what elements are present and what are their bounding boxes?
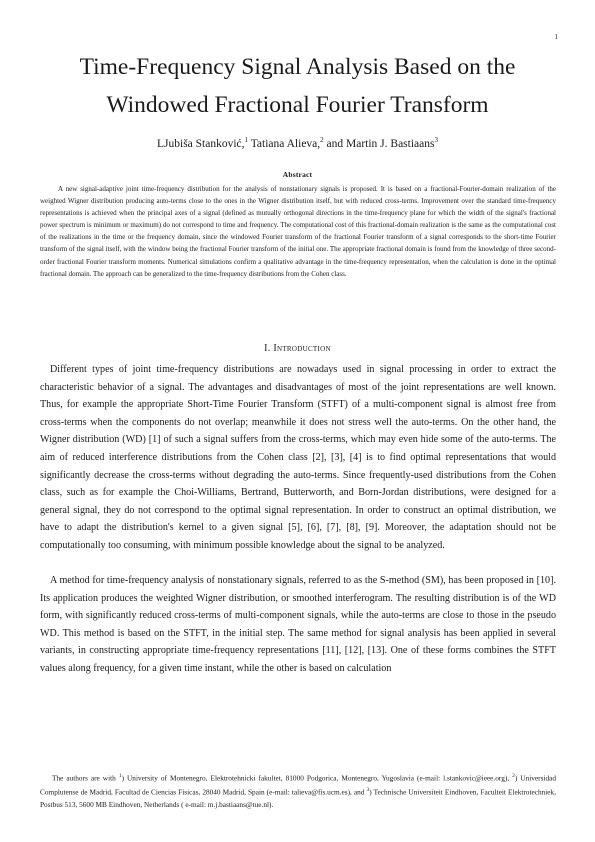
abstract-text: A new signal-adaptive joint time-frequency distribution for the analysis of nonstationary signals is proposed. It is based on a fractional-Fourier-domain realization of the weighted Wigner distribution producing auto-terms close to the ones in the Wigner distribution itself, but with reduced cross-terms. Improvement over the standard time-frequency representations is achieved when the principal axes of a signal (defined as mutually orthogonal directions in the time-frequency plane for which the width of the signal's fractional power spectrum is minimum or maximum) do not correspond to time and frequency. The computational cost of this fractional-domain realization is the same as the computational cost of the realizations in the time or the frequency domain, since the windowed Fourier transform of the fractional Fourier transform of a signal corresponds to the short-time Fourier transform of the signal itself, with the window being the fractional Fourier transform of the initial one. The appropriate fractional domain is found from the knowledge of three second-order fractional Fourier transform moments. Numerical simulations confirm a qualitative advantage in the time-frequency representation, when the calculation is done in the optimal fractional domain. The approach can be generalized to the time-frequency distributions from the Cohen class. xyxy=(40,185,556,278)
author-list xyxy=(40,133,555,152)
paper-title xyxy=(40,48,555,124)
author-3-affiliation-mark: 3 xyxy=(434,136,438,144)
author-3: and Martin J. Bastiaans xyxy=(326,137,435,150)
author-affiliation-footnote xyxy=(40,770,556,811)
footnote-mark-2: 2 xyxy=(512,773,515,779)
page-number: 1 xyxy=(554,33,558,41)
body-paragraph: A method for time-frequency analysis of nonstationary signals, referred to as the S-method (SM), has been proposed in [10]. Its application produces the weighted Wigner distribution, or smoothed interferogram. The resulting distribution is of the WD form, with significantly reduced cross-terms of multi-component signals, while the auto-terms are close to those in the pseudo WD. This method is based on the STFT, in the initial step. The same method for signal analysis has been applied in several variants, in constructing appropriate time-frequency representations [11], [12], [13]. One of these forms combines the STFT values along frequency, for a given time instant, while the other is based on calculation xyxy=(40,575,556,674)
author-2: Tatiana Alieva, xyxy=(250,137,321,150)
author-1-affiliation-mark: 1 xyxy=(244,136,249,144)
footnote-intro: The authors are with xyxy=(52,773,116,783)
footnote-affiliation-1: ) University of Montenegro, Elektrotehnicki fakultet, 81000 Podgorica, Montenegro, Yugoslavia (e-mail: l.stankovic@ieee.org), xyxy=(121,773,510,783)
footnote-affiliation-3: ) Technische Universiteit Eindhoven, Faculteit Elektrotechniek, Postbus 513, 5600 MB Eindhoven, Netherlands ( e-mail: m.j.bastiaans@tue.nl). xyxy=(40,787,556,809)
footnote-mark-3: 3 xyxy=(366,787,370,794)
author-2-affiliation-mark: 2 xyxy=(320,136,324,144)
title-line-2: Windowed Fractional Fourier Transform xyxy=(106,92,489,118)
footnote-affiliation-2: ) Universidad Complutense de Madrid, Facultad de Ciencias Físicas, 28040 Madrid, Spain (e-mail: talieva@fis.ucm.es), and xyxy=(40,773,557,797)
title-line-1: Time-Frequency Signal Analysis Based on the xyxy=(79,54,516,80)
author-1: LJubiša Stanković, xyxy=(157,137,245,150)
footnote-mark-1: 1 xyxy=(118,773,122,779)
body-paragraph: Different types of joint time-frequency distributions are nowadays used in signal processing in order to extract the characteristic behavior of a signal. The advantages and disadvantages of most of the joint representations are well known. Thus, for example the appropriate Short-Time Fourier Transform (STFT) of a multi-component signal is almost free from cross-terms when the components do not overlap; meanwhile it does not stress well the auto-terms. On the other hand, the Wigner distribution (WD) [1] of such a signal suffers from the cross-terms, which may even hide some of the auto-terms. The aim of reduced interference distributions from the Cohen class [2], [3], [4] is to find optimal representations that would significantly decrease the cross-terms without degrading the auto-terms. Since frequently-used distributions from the Cohen class, such as for example the Choi-Williams, Bertrand, Butterworth, and Born-Jordan distributions, were designed for a general signal, they do not correspond to the optimal signal representation. In order to construct an optimal distribution, we have to adapt the distribution's kernel to a given signal [5], [6], [7], [8], [9]. Moreover, the adaptation should not be computationally too consuming, with minimum possible knowledge about the signal to be analyzed. xyxy=(40,364,556,551)
section-heading-introduction: I. Introduction xyxy=(264,343,331,354)
abstract-heading: Abstract xyxy=(282,170,313,179)
